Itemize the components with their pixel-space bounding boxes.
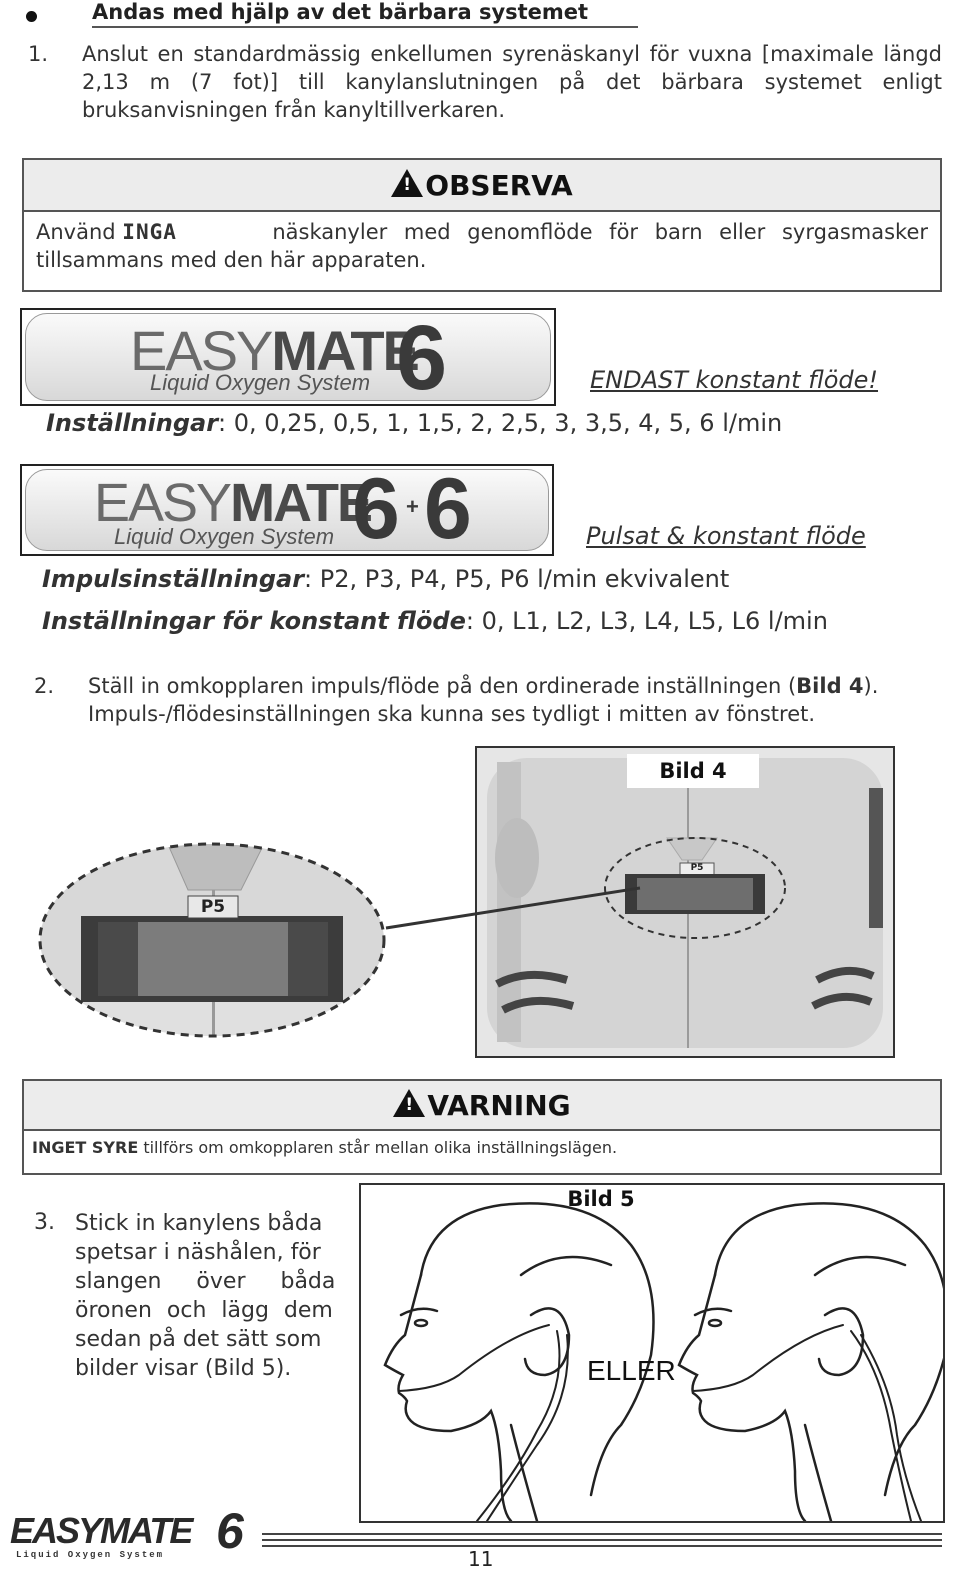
logo-word-easy: EASY (94, 473, 231, 533)
footer-rule (262, 1533, 942, 1535)
step-1-text: Anslut en standardmässig enkellumen syrenäskanyl för vuxna [maximale längd 2,13 m (7 fot)] till kanylanslutningen på det bärbara systemet enligt bruksanvisningen från kanyltillverkaren. (82, 42, 942, 122)
step-3-line: sedan på det sätt som (75, 1327, 322, 1352)
easymate66-logo-panel (20, 461, 554, 557)
footer-rule (262, 1545, 942, 1547)
const-settings-values: : 0, L1, L2, L3, L4, L5, L6 l/min (465, 607, 828, 635)
figure-5-illustration (361, 1185, 943, 1521)
dial-drum (637, 878, 753, 910)
logo-plus: + (406, 494, 419, 519)
step-2-text-b: ). (863, 674, 879, 698)
logo-word-mate: MATE (230, 473, 372, 533)
logo-subtitle: Liquid Oxygen System (150, 370, 371, 395)
em66-pulse-settings (42, 565, 729, 593)
step-3-text (75, 1209, 341, 1383)
em6-settings (46, 409, 782, 437)
step-3-line: öronen och lägg dem (75, 1298, 333, 1323)
observe-bold: INGA (122, 220, 177, 244)
step-2-text-a: Ställ in omkopplaren impuls/flöde på den ordinerade inställningen ( (88, 674, 797, 698)
warning-text (24, 1131, 940, 1165)
logo-number: 6 (396, 307, 448, 409)
observe-line-1 (36, 218, 928, 246)
zoom-detail-illustration (36, 840, 388, 1040)
footer-logo-number: 6 (216, 1503, 244, 1559)
observe-line-2: tillsammans med den här apparaten. (36, 248, 427, 272)
warning-triangle-icon (391, 169, 423, 197)
observe-line-1-rest: näskanyler med genomflöde för barn eller syrgasmasker (255, 220, 928, 244)
footer-logo-word: EASYMATE (10, 1510, 192, 1551)
figure-5-label: Bild 5 (567, 1187, 635, 1211)
zoom-indicator: P5 (200, 897, 226, 917)
logo-number: 6 (352, 461, 400, 557)
figure-5 (359, 1183, 945, 1523)
zoom-connector-line (384, 884, 644, 934)
head-profile-right (679, 1203, 943, 1521)
step-3-line: spetsar i näshålen, för (75, 1240, 321, 1265)
em6-settings-values: : 0, 0,25, 0,5, 1, 1,5, 2, 2,5, 3, 3,5, 4, 5, 6 l/min (218, 409, 783, 437)
warning-rest: tillförs om omkopplaren står mellan olika inställningslägen. (138, 1138, 618, 1157)
step-3-number: 3. (34, 1210, 55, 1235)
step-1-number: 1. (28, 42, 49, 66)
step-3-line: bilder visar (Bild 5). (75, 1356, 292, 1381)
figure-4-indicator: P5 (690, 863, 704, 873)
logo-word-mate: MATE (271, 319, 418, 382)
easymate6-logo-panel (20, 307, 556, 409)
observe-line-1-prefix (36, 218, 177, 246)
warning-title (24, 1081, 940, 1131)
warning-title-text: VARNING (427, 1089, 571, 1122)
pulse-settings-values: : P2, P3, P4, P5, P6 l/min ekvivalent (304, 565, 730, 593)
step-2-line-1 (88, 672, 948, 700)
observe-text (24, 212, 940, 274)
page-number: 11 (468, 1547, 494, 1571)
heading-underline (92, 26, 638, 28)
logo-number-2: 6 (424, 461, 472, 557)
step-2-text (88, 672, 948, 728)
zoom-detail (36, 840, 388, 1040)
em6-settings-label: Inställningar (46, 409, 219, 437)
pulse-settings-label: Impulsinställningar (42, 565, 305, 593)
figure-4-label: Bild 4 (659, 759, 727, 783)
logo-word-easy: EASY (130, 319, 272, 382)
section-heading-text: Andas med hjälp av det bärbara systemet (92, 0, 589, 24)
step-3-line: Stick in kanylens båda (75, 1211, 323, 1236)
warning-box (22, 1079, 942, 1175)
footer-rule (262, 1539, 942, 1541)
const-settings-label: Inställningar för konstant flöde (42, 607, 466, 635)
figure-5-or: ELLER (587, 1355, 676, 1386)
logo-subtitle: Liquid Oxygen System (114, 524, 335, 549)
em66-const-settings (42, 607, 828, 635)
device-side-strip (869, 788, 883, 928)
em66-flow-note: Pulsat & konstant flöde (586, 522, 866, 550)
observe-box (22, 158, 942, 292)
footer-logo (10, 1503, 260, 1570)
step-2-line-2: Impuls-/flödesinställningen ska kunna ses tydligt i mitten av fönstret. (88, 702, 816, 726)
figure-4-label-box (627, 754, 759, 788)
bullet-icon (26, 11, 37, 22)
warning-bold: INGET SYRE (32, 1138, 139, 1157)
observe-title (24, 160, 940, 212)
warning-triangle-icon (393, 1089, 425, 1117)
step-2-number: 2. (34, 674, 55, 698)
footer-logo-sub: Liquid Oxygen System (16, 1550, 165, 1560)
step-2-bold: Bild 4 (796, 674, 864, 698)
em6-flow-note: ENDAST konstant flöde! (590, 366, 879, 394)
step-3-line: slangen över båda (75, 1269, 336, 1294)
observe-prefix: Använd (36, 220, 123, 244)
observe-title-text: OBSERVA (425, 169, 573, 202)
